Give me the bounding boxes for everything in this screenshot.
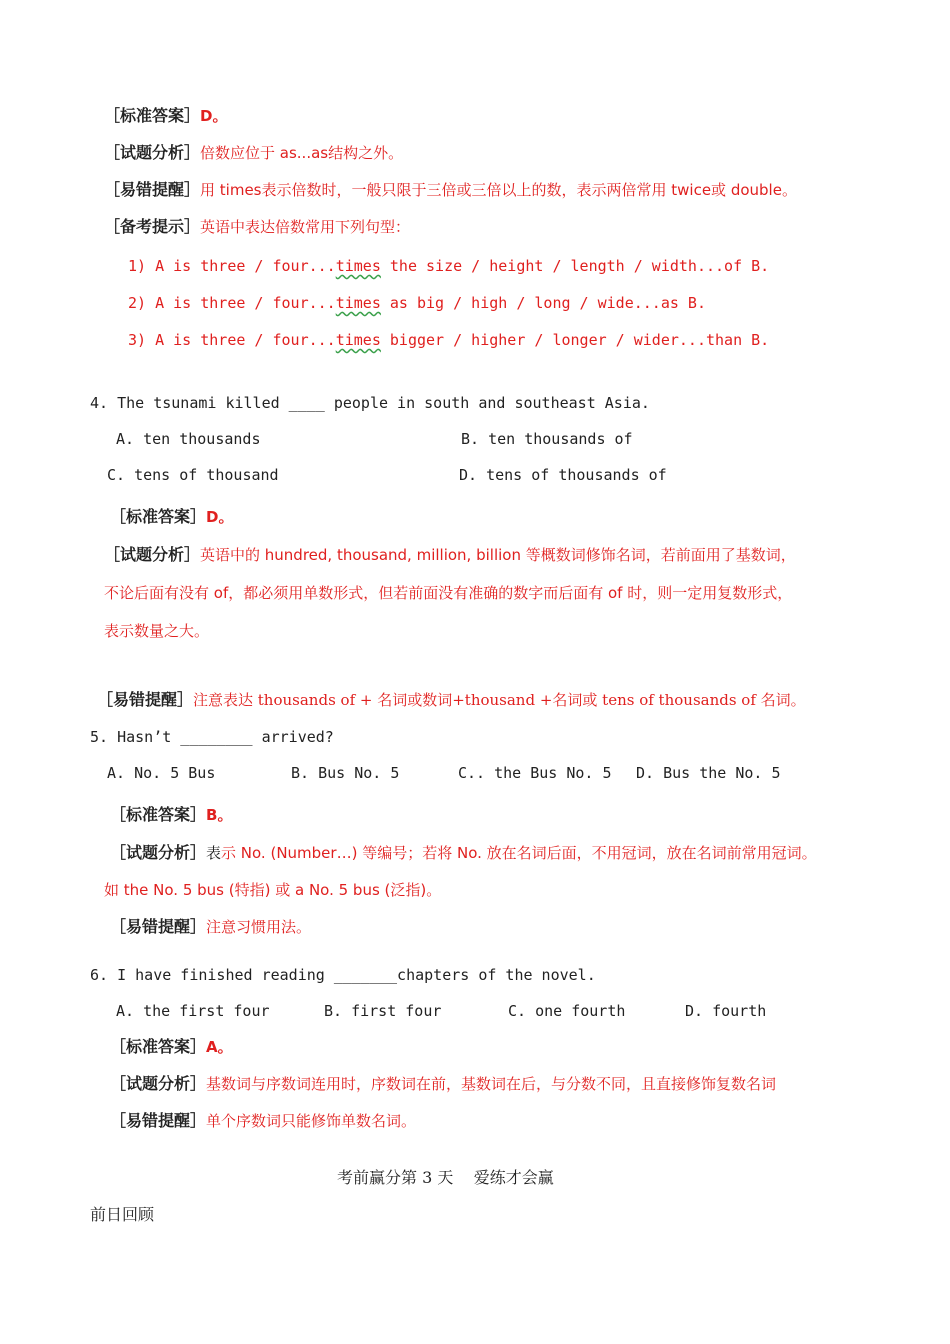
analysis-label: ［试题分析］ xyxy=(104,143,201,162)
answer-line-4 xyxy=(110,507,233,527)
tip-line-6 xyxy=(110,1111,416,1131)
answer-line-3 xyxy=(104,106,227,126)
analysis-text-2: 不论后面有没有 of，都必须用单数形式，但若前面没有准确的数字而后面有 of 时，则一定用复数形式， xyxy=(104,584,793,602)
analysis-text-1: 示 No. (Number…) 等编号；若将 No. 放在名词后面，不用冠词，放在名词前常用冠词。 xyxy=(221,844,817,862)
analysis-line-6 xyxy=(110,1074,776,1094)
question-4-option-c[interactable]: C. tens of thousand xyxy=(107,466,279,484)
answer-value: D。 xyxy=(200,107,228,125)
pattern-3 xyxy=(128,330,769,350)
analysis-label: ［试题分析］ xyxy=(110,843,207,862)
analysis-lead: 表 xyxy=(206,844,222,862)
pattern-3-times: times xyxy=(335,331,381,349)
analysis-line-3 xyxy=(104,143,403,163)
tip-text: 注意习惯用法。 xyxy=(206,918,312,936)
answer-line-5 xyxy=(110,805,232,825)
answer-label: ［标准答案］ xyxy=(110,507,207,526)
prep-label: ［备考提示］ xyxy=(104,217,201,236)
analysis-line-5 xyxy=(110,843,817,863)
analysis-text: 倍数应位于 as...as结构之外。 xyxy=(200,144,404,162)
analysis-text-1: 英语中的 hundred, thousand, million, billion 等概数词修饰名词，若前面用了基数词， xyxy=(200,546,796,564)
tip-label: ［易错提醒］ xyxy=(104,180,201,199)
tip-text: 单个序数词只能修饰单数名词。 xyxy=(206,1112,417,1130)
analysis-text-3: 表示数量之大。 xyxy=(104,622,210,640)
analysis-text-2: 如 the No. 5 bus (特指) 或 a No. 5 bus (泛指)。 xyxy=(104,881,442,899)
answer-line-6 xyxy=(110,1037,233,1057)
answer-label: ［标准答案］ xyxy=(110,1037,207,1056)
prep-text: 英语中表达倍数常用下列句型： xyxy=(200,218,411,236)
analysis-label: ［试题分析］ xyxy=(104,545,201,564)
answer-value: D。 xyxy=(206,508,234,526)
pattern-2-post: as big / high / long / wide...as B. xyxy=(380,294,706,312)
question-5-option-d[interactable]: D. Bus the No. 5 xyxy=(636,764,781,782)
pattern-2-pre: 2) A is three / four... xyxy=(128,294,336,312)
section-heading: 前日回顾 xyxy=(90,1205,155,1224)
question-5-option-c[interactable]: C.. the Bus No. 5 xyxy=(458,764,612,782)
tip-label: ［易错提醒］ xyxy=(110,1111,207,1130)
tip-text: 用 times表示倍数时，一般只限于三倍或三倍以上的数，表示两倍常用 twice或 double。 xyxy=(200,181,797,199)
tip-label: ［易错提醒］ xyxy=(110,917,207,936)
pattern-1-pre: 1) A is three / four... xyxy=(128,257,336,275)
question-6-option-d[interactable]: D. fourth xyxy=(685,1002,767,1020)
question-4-option-b[interactable]: B. ten thousands of xyxy=(461,430,633,448)
question-4-option-d[interactable]: D. tens of thousands of xyxy=(459,466,667,484)
analysis-label: ［试题分析］ xyxy=(110,1074,207,1093)
analysis-line-4 xyxy=(104,545,796,565)
day-title: 考前赢分第 3 天 爱练才会赢 xyxy=(337,1168,554,1187)
question-4-stem: 4. The tsunami killed ____ people in south and southeast Asia. xyxy=(90,394,650,412)
pattern-3-pre: 3) A is three / four... xyxy=(128,331,336,349)
tip-line-5 xyxy=(110,917,311,937)
tip-line-4 xyxy=(97,690,806,710)
pattern-2-times: times xyxy=(335,294,381,312)
answer-label: ［标准答案］ xyxy=(110,805,207,824)
tip-text: 注意表达 thousands of + 名词或数词+thousand +名词或 tens of thousands of 名词。 xyxy=(193,691,806,709)
answer-label: ［标准答案］ xyxy=(104,106,201,125)
answer-value: A。 xyxy=(206,1038,233,1056)
pattern-1 xyxy=(128,256,769,276)
question-5-option-b[interactable]: B. Bus No. 5 xyxy=(291,764,400,782)
question-6-option-a[interactable]: A. the first four xyxy=(116,1002,270,1020)
tip-label: ［易错提醒］ xyxy=(97,690,194,709)
answer-value: B。 xyxy=(206,806,233,824)
pattern-3-post: bigger / higher / longer / wider...than B. xyxy=(380,331,770,349)
question-6-stem: 6. I have finished reading _______chapters of the novel. xyxy=(90,966,596,984)
question-6-option-b[interactable]: B. first four xyxy=(324,1002,442,1020)
prep-line-3 xyxy=(104,217,410,237)
question-6-option-c[interactable]: C. one fourth xyxy=(508,1002,626,1020)
question-4-option-a[interactable]: A. ten thousands xyxy=(116,430,261,448)
pattern-1-times: times xyxy=(335,257,381,275)
pattern-2 xyxy=(128,293,706,313)
question-5-stem: 5. Hasn’t ________ arrived? xyxy=(90,728,334,746)
pattern-1-post: the size / height / length / width...of B. xyxy=(380,257,770,275)
question-5-option-a[interactable]: A. No. 5 Bus xyxy=(107,764,216,782)
tip-line-3 xyxy=(104,180,797,200)
analysis-text: 基数词与序数词连用时，序数词在前，基数词在后，与分数不同，且直接修饰复数名词 xyxy=(206,1075,777,1093)
